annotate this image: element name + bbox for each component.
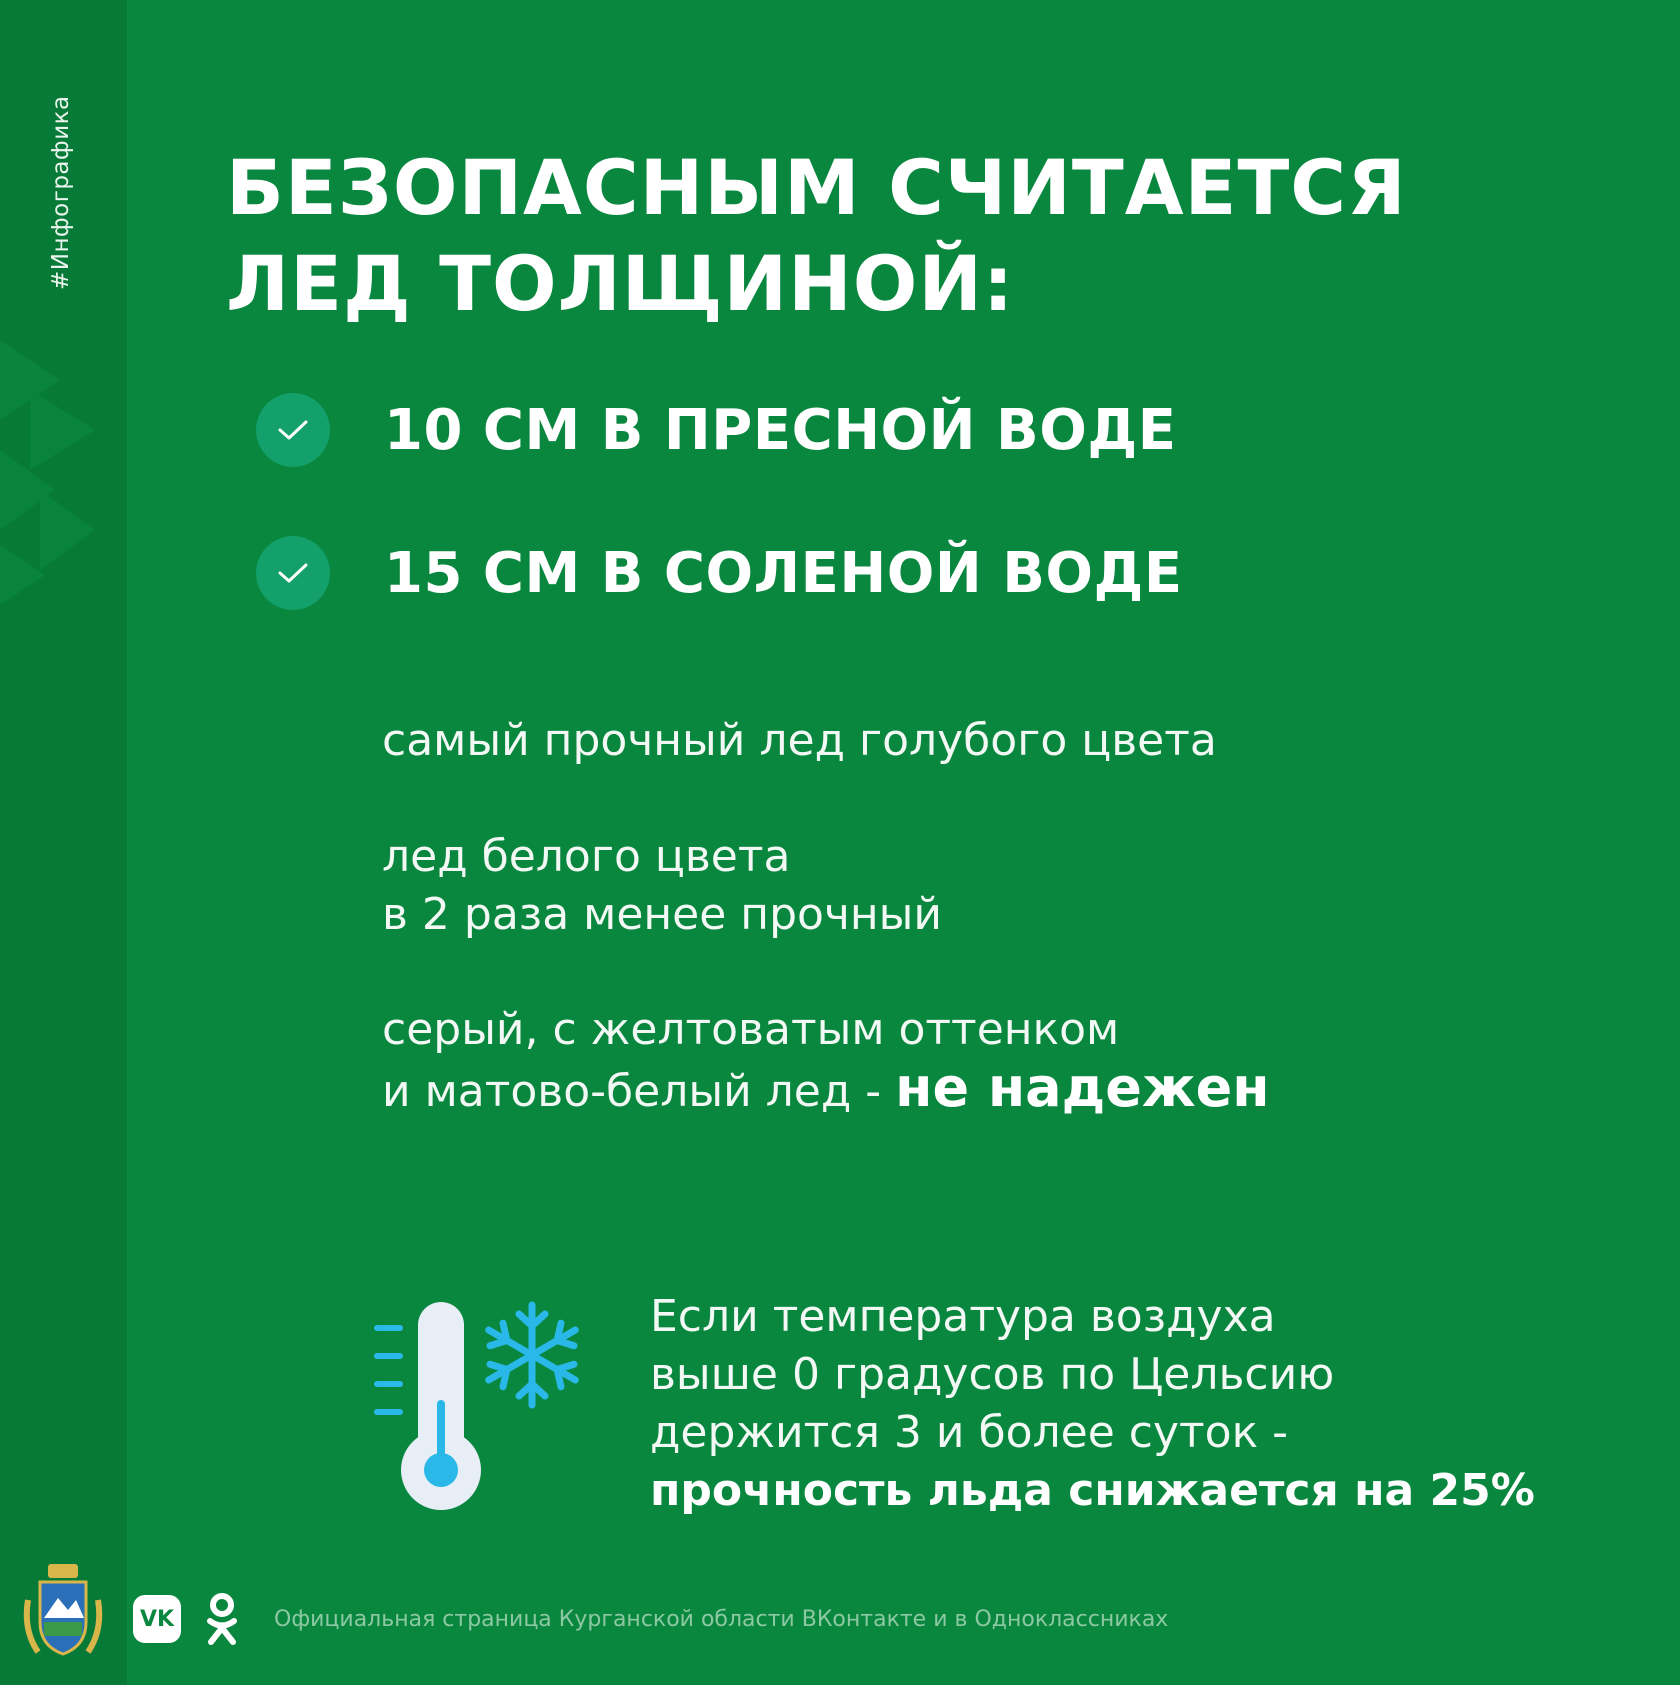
- thickness-label: 15 СМ В СОЛЕНОЙ ВОДЕ: [384, 540, 1183, 606]
- temperature-line2: выше 0 градусов по Цельсию: [650, 1349, 1335, 1400]
- note-white-line1: лед белого цвета: [382, 831, 791, 882]
- temperature-line1: Если температура воздуха: [650, 1291, 1276, 1342]
- odnoklassniki-icon[interactable]: [205, 1592, 239, 1648]
- temperature-line3: держится 3 и более суток -: [650, 1407, 1289, 1458]
- temperature-bold: прочность льда снижается на 25%: [650, 1465, 1535, 1516]
- check-icon: [256, 536, 330, 610]
- note-gray-line1: серый, с желтоватым оттенком: [382, 1004, 1120, 1055]
- note-blue-ice: самый прочный лед голубого цвета: [382, 715, 1217, 766]
- triangle-pattern: [0, 330, 127, 630]
- thermometer-icon: [372, 1300, 482, 1515]
- thickness-label: 10 СМ В ПРЕСНОЙ ВОДЕ: [384, 397, 1177, 463]
- note-white-line2: в 2 раза менее прочный: [382, 889, 943, 940]
- headline: [226, 140, 1407, 332]
- thickness-item-salt: [256, 536, 1183, 610]
- note-gray-ice: [382, 1001, 1270, 1121]
- headline-line1: БЕЗОПАСНЫМ СЧИТАЕТСЯ: [226, 143, 1407, 232]
- snowflake-icon: [477, 1300, 587, 1410]
- temperature-note: [650, 1288, 1535, 1520]
- emblem-icon: [18, 1560, 108, 1660]
- thickness-item-fresh: [256, 393, 1176, 467]
- footer-text: Официальная страница Курганской области ВКонтакте и в Одноклассниках: [274, 1607, 1169, 1632]
- note-white-ice: [382, 828, 942, 944]
- note-gray-bold: не надежен: [895, 1056, 1270, 1119]
- vk-icon[interactable]: VK: [133, 1595, 181, 1643]
- hashtag-label: #Инфографика: [48, 95, 74, 290]
- sidebar: [0, 0, 127, 1685]
- check-icon: [256, 393, 330, 467]
- note-gray-line2: и матово-белый лед -: [382, 1066, 896, 1117]
- headline-line2: ЛЕД ТОЛЩИНОЙ:: [226, 239, 1015, 328]
- footer: [0, 1560, 1680, 1660]
